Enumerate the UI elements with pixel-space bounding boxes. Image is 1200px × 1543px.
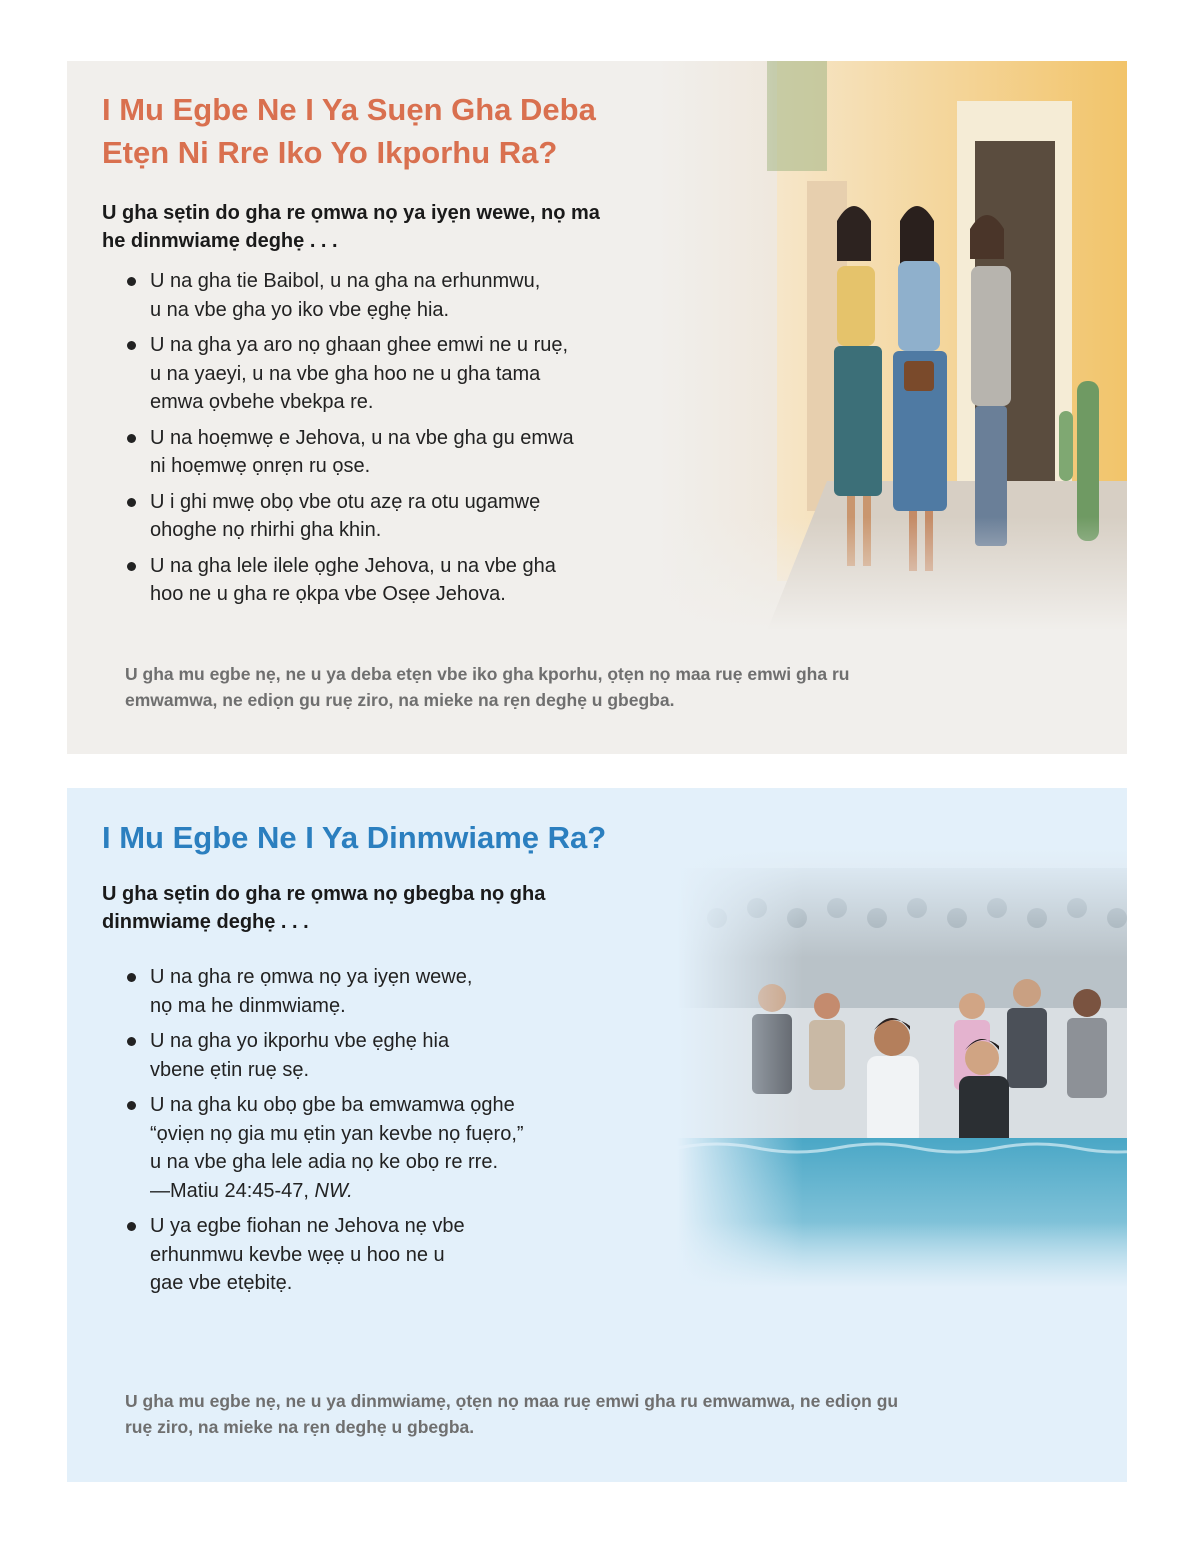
list-item bbox=[125, 1212, 605, 1298]
list-item bbox=[125, 552, 655, 609]
list-item-text: U na gha lele ilele ọghe Jehova, u na vbe gha hoo ne u gha re ọkpa vbe Osẹe Jehova. bbox=[150, 554, 556, 605]
list-item-text: U na gha ku obọ gbe ba emwamwa ọghe “ọviẹn nọ gia mu ẹtin yan kevbe nọ fuẹro,” u na vbe gha lele adia nọ ke obọ re rre. —Matiu 24:45-47, bbox=[150, 1094, 524, 1202]
requirements-list bbox=[125, 267, 655, 616]
list-item-text: U na gha yo ikporhu vbe ẹghẹ hia vbene ẹtin ruẹ sẹ. bbox=[150, 1030, 450, 1081]
bullet-icon bbox=[127, 277, 136, 286]
section-title: I Mu Egbe Ne I Ya Suẹn Gha Deba Etẹn Ni Rre Iko Yo Ikporhu Ra? bbox=[102, 92, 596, 170]
baptism-section bbox=[67, 788, 1127, 1482]
section-footnote: U gha mu egbe nẹ, ne u ya dinmwiamẹ, ọtẹn nọ maa ruẹ emwi gha ru emwamwa, ne ediọn gu ruẹ ziro, na mieke na rẹn deghẹ u gbegba. bbox=[125, 1391, 899, 1437]
scripture-version: NW. bbox=[314, 1179, 353, 1202]
list-item bbox=[125, 488, 655, 545]
bullet-icon bbox=[127, 973, 136, 982]
list-item bbox=[125, 1027, 605, 1084]
list-item-text: U ya egbe fiohan ne Jehova nẹ vbe erhunmwu kevbe wẹẹ u hoo ne u gae vbe etẹbitẹ. bbox=[150, 1215, 465, 1294]
list-item-text: U i ghi mwẹ obọ vbe otu azẹ ra otu ugamwẹ ohoghe nọ rhirhi gha khin. bbox=[150, 490, 541, 541]
baptism-in-pool-illustration bbox=[677, 848, 1127, 1288]
list-item-text: U na gha re ọmwa nọ ya iyẹn wewe, nọ ma he dinmwiamẹ. bbox=[150, 966, 473, 1017]
list-item-text: U na gha ya aro nọ ghaan ghee emwi ne u ruẹ, u na yaeyi, u na vbe gha hoo ne u gha tama emwa ọvbehe vbekpa re. bbox=[150, 334, 569, 413]
bullet-icon bbox=[127, 1222, 136, 1231]
requirements-list bbox=[125, 963, 605, 1305]
bullet-icon bbox=[127, 341, 136, 350]
section-intro: U gha sẹtin do gha re ọmwa nọ ya iyẹn wewe, nọ ma he dinmwiamẹ deghẹ . . . bbox=[102, 202, 600, 252]
section-footnote: U gha mu egbe nẹ, ne u ya deba etẹn vbe iko gha kporhu, ọtẹn nọ maa ruẹ emwi gha ru emwamwa, ne ediọn gu ruẹ ziro, na mieke na rẹn deghẹ u gbegba. bbox=[125, 664, 850, 710]
list-item bbox=[125, 331, 655, 417]
section-title: I Mu Egbe Ne I Ya Dinmwiamẹ Ra? bbox=[102, 820, 607, 855]
list-item-text: U na gha tie Baibol, u na gha na erhunmwu, u na vbe gha yo iko vbe ẹghẹ hia. bbox=[150, 270, 541, 321]
list-item bbox=[125, 267, 655, 324]
list-item bbox=[125, 424, 655, 481]
three-women-at-doorway-illustration bbox=[657, 61, 1127, 631]
list-item-text: U na hoẹmwẹ e Jehova, u na vbe gha gu emwa ni hoẹmwẹ ọnrẹn ru ọse. bbox=[150, 426, 574, 477]
list-item bbox=[125, 1091, 605, 1205]
list-item bbox=[125, 963, 605, 1020]
ministerial-servant-section bbox=[67, 61, 1127, 754]
section-intro: U gha sẹtin do gha re ọmwa nọ gbegba nọ gha dinmwiamẹ deghẹ . . . bbox=[102, 883, 546, 933]
bullet-icon bbox=[127, 1037, 136, 1046]
bullet-icon bbox=[127, 434, 136, 443]
bullet-icon bbox=[127, 1101, 136, 1110]
bullet-icon bbox=[127, 498, 136, 507]
bullet-icon bbox=[127, 562, 136, 571]
